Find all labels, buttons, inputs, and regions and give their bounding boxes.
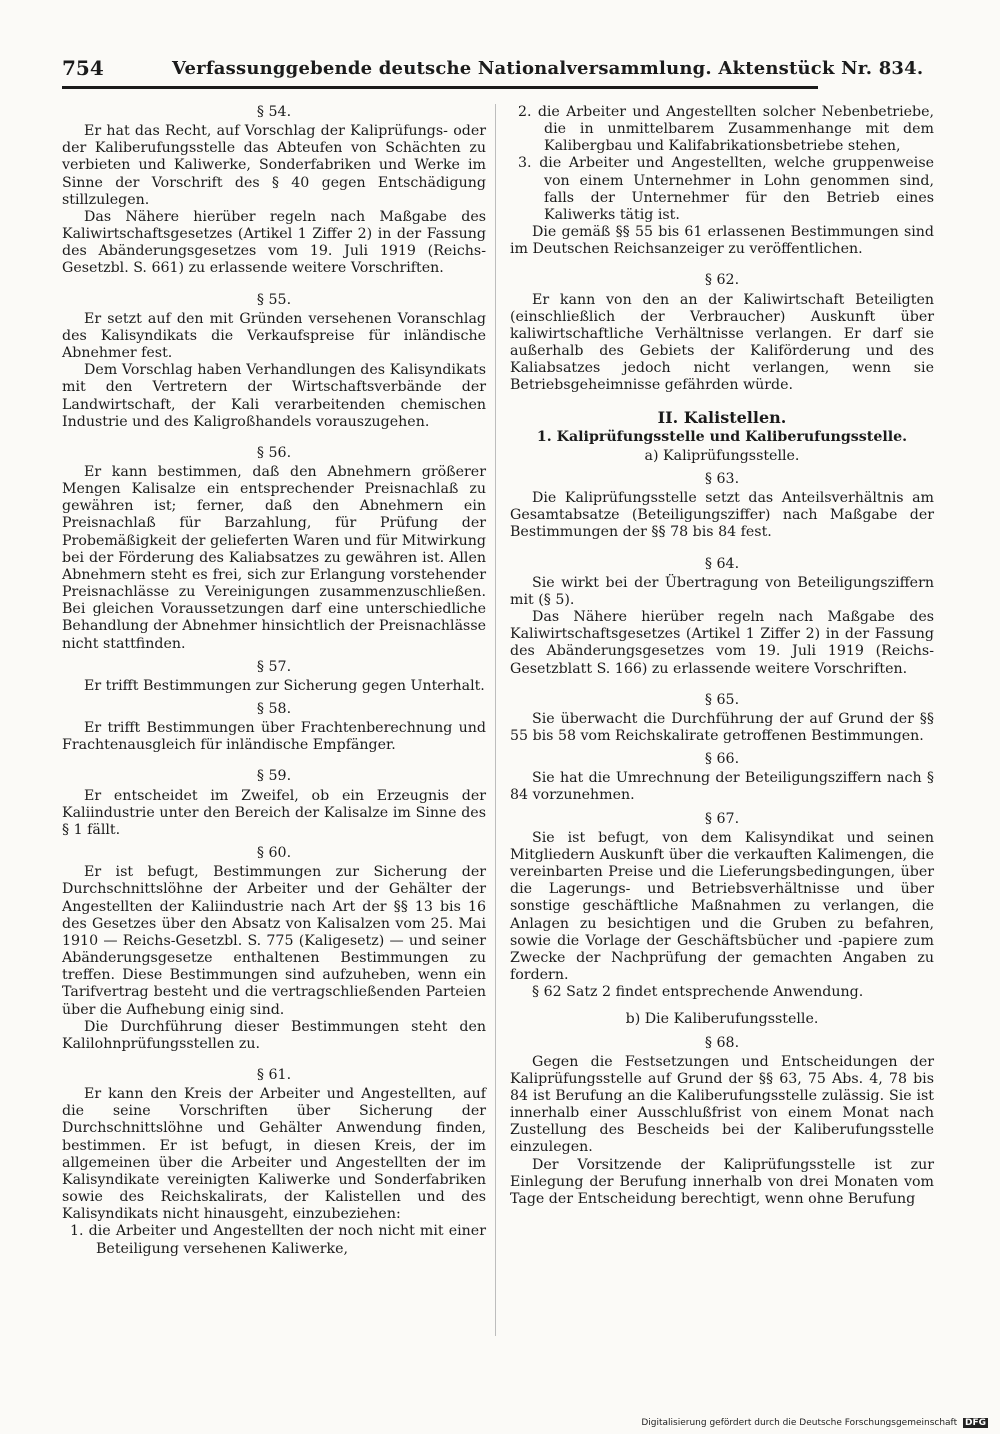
paragraph: Sie ist befugt, von dem Kalisyndikat und seinen Mitgliedern Auskunft über die verkauften Kalimengen, die vereinbarten Preise und die Lieferungsbedingungen, über die Lagerungs- und Betriebsverhältnisse und über sonstige geschäftliche Maßnahmen zu verlangen, die Anlagen zu besichtigen und die Gruben zu befahren, sowie die Vorlage der Geschäftsbücher und -papiere zum Zwecke der Nachprüfung der gemachten Angaben zu fordern. <box>510 829 934 984</box>
list-item: 2. die Arbeiter und Angestellten solcher Nebenbetriebe, die in unmittelbarem Zusammenhange mit dem Kalibergbau und Kalifabrikationsbetriebe stehen, <box>518 104 934 155</box>
paragraph: Sie wirkt bei der Übertragung von Beteiligungsziffern mit (§ 5). <box>510 574 934 608</box>
section-heading: § 61. <box>256 1066 292 1083</box>
section-heading: § 65. <box>704 691 740 708</box>
digitization-credit <box>641 1418 988 1428</box>
paragraph: Die Durchführung dieser Bestimmungen steht den Kalilohnprüfungsstellen zu. <box>62 1018 486 1052</box>
section-heading: § 57. <box>256 658 292 675</box>
subchapter-heading: a) Kaliprüfungsstelle. <box>644 447 800 464</box>
paragraph: Er kann den Kreis der Arbeiter und Angestellten, auf die seine Vorschriften über Sicherung der Durchschnittslöhne und Gehälter Anwendung finden, bestimmen. Er ist befugt, in diesen Kreis, der im allgemeinen über die Arbeiter und Angestellten der im Kalisyndikate vereinigten Kaliwerke und Sonderfabriken sowie des Reichskalirats, der Kalistellen und des Kalisyndikats nicht hinausgeht, einzubeziehen: <box>62 1086 486 1223</box>
part-heading: II. Kalistellen. <box>657 407 787 427</box>
paragraph: Sie hat die Umrechnung der Beteiligungsziffern nach § 84 vorzunehmen. <box>510 770 934 804</box>
section-heading: § 62. <box>704 272 740 289</box>
right-column <box>510 104 934 1208</box>
paragraph: Der Vorsitzende der Kaliprüfungsstelle ist zur Einlegung der Berufung innerhalb von drei Monaten vom Tage der Entscheidung berechtigt, wenn ohne Berufung <box>510 1156 934 1207</box>
paragraph: Das Nähere hierüber regeln nach Maßgabe des Kaliwirtschaftsgesetzes (Artikel 1 Ziffer 2) in der Fassung des Abänderungsgesetzes vom 19. Juli 1919 (Reichs-Gesetzblatt S. 166) zu erlassende weitere Vorschriften. <box>510 609 934 677</box>
paragraph: Gegen die Festsetzungen und Entscheidungen der Kaliprüfungsstelle auf Grund der §§ 63, 75 Abs. 4, 78 bis 84 ist Berufung an die Kaliberufungsstelle zulässig. Sie ist innerhalb einer Ausschlußfrist von einem Monat nach Zustellung des Bescheids bei der Kaliberufungsstelle einzulegen. <box>510 1053 934 1156</box>
paragraph: Sie überwacht die Durchführung der auf Grund der §§ 55 bis 58 vom Reichskalirate getroffenen Bestimmungen. <box>510 710 934 744</box>
section-heading: § 55. <box>256 291 292 308</box>
paragraph: Er ist befugt, Bestimmungen zur Sicherung der Durchschnittslöhne der Arbeiter und der Gehälter der Angestellten der Kaliindustrie nach Art der §§ 13 bis 16 des Gesetzes über den Absatz von Kalisalzen vom 25. Mai 1910 — Reichs-Gesetzbl. S. 775 (Kaligesetz) — und seiner Abänderungsgesetze enthaltenen Bestimmungen zu treffen. Diese Bestimmungen sind aufzuheben, wenn ein Tarifvertrag besteht und die vertragschließenden Parteien über die Aufhebung einig sind. <box>62 864 486 1018</box>
section-heading: § 54. <box>256 104 292 120</box>
section-heading: § 64. <box>704 555 740 572</box>
section-heading: § 68. <box>704 1034 740 1051</box>
paragraph: Die Kaliprüfungsstelle setzt das Anteilsverhältnis am Gesamtabsatze (Beteiligungsziffer) nach Maßgabe der Bestimmungen der §§ 78 bis 84 fest. <box>510 490 934 541</box>
section-heading: § 63. <box>704 470 740 487</box>
page-header <box>62 56 924 86</box>
paragraph: Er setzt auf den mit Gründen versehenen Voranschlag des Kalisyndikats die Verkaufspreise für inländische Abnehmer fest. <box>62 310 486 362</box>
chapter-heading: 1. Kaliprüfungsstelle und Kaliberufungsstelle. <box>536 428 908 445</box>
subchapter-heading: b) Die Kaliberufungsstelle. <box>625 1011 819 1028</box>
dfg-logo: DFG <box>964 1418 986 1428</box>
paragraph: Er kann bestimmen, daß den Abnehmern größerer Mengen Kalisalze ein entsprechender Preisnachlaß zu gewähren ist; ferner, daß den Abnehmern ein Preisnachlaß für Barzahlung, für Prüfung der Probemäßigkeit der gelieferten Waren und für Mitwirkung bei der Förderung des Kaliabsatzes zu gewähren ist. Allen Abnehmern steht es frei, sich zur Erlangung vorstehender Preisnachlässe zu Vereinigungen zusammenzuschließen. Bei gleichen Voraussetzungen darf eine unterschiedliche Behandlung der Abnehmer hinsichtlich der Preisnachlässe nicht stattfinden. <box>62 463 486 652</box>
paragraph: Das Nähere hierüber regeln nach Maßgabe des Kaliwirtschaftsgesetzes (Artikel 1 Ziffer 2) in der Fassung des Abänderungsgesetzes vom 19. Juli 1919 (Reichs-Gesetzbl. S. 661) zu erlassende weitere Vorschriften. <box>62 208 486 277</box>
paragraph: Er entscheidet im Zweifel, ob ein Erzeugnis der Kaliindustrie unter den Bereich der Kalisalze im Sinne des § 1 fällt. <box>62 787 486 838</box>
column-divider <box>495 104 496 1336</box>
header-rule <box>62 86 818 89</box>
list-item: 1. die Arbeiter und Angestellten der noch nicht mit einer Beteiligung versehenen Kaliwerke, <box>70 1223 486 1257</box>
paragraph: Er kann von den an der Kaliwirtschaft Beteiligten (einschließlich der Verbraucher) Auskunft über kaliwirtschaftliche Verhältnisse verlangen. Er darf sie außerhalb des Gebiets der Kaliförderung und des Kaliabsatzes jedoch nicht verlangen, wenn sie Betriebsgeheimnisse gefährden würde. <box>510 291 934 394</box>
section-heading: § 56. <box>256 444 292 461</box>
section-heading: § 66. <box>704 751 740 768</box>
page-number: 754 <box>62 56 104 80</box>
left-column <box>62 104 486 1258</box>
paragraph: Dem Vorschlag haben Verhandlungen des Kalisyndikats mit den Vertretern der Wirtschaftsverbände der Landwirtschaft, der Kali verarbeitenden chemischen Industrie und des Kaligroßhandels vorauszugehen. <box>62 362 486 430</box>
section-heading: § 58. <box>256 701 292 717</box>
running-title: Verfassunggebende deutsche Nationalversammlung. Aktenstück Nr. 834. <box>172 58 924 79</box>
paragraph: Er trifft Bestimmungen über Frachtenberechnung und Frachtenausgleich für inländische Empfänger. <box>62 720 486 754</box>
paragraph: Er hat das Recht, auf Vorschlag der Kaliprüfungs- oder der Kaliberufungsstelle das Abteufen von Schächten zu verbieten und Kaliwerke, Sonderfabriken und Werke im Sinne der Vorschrift des § 40 gegen Entschädigung stillzulegen. <box>62 123 486 208</box>
list-item: 3. die Arbeiter und Angestellten, welche gruppenweise von einem Unternehmer in Lohn genommen sind, falls der Unternehmer für den Betrieb eines Kaliwerks tätig ist. <box>518 155 934 223</box>
section-heading: § 67. <box>704 810 740 827</box>
paragraph: Die gemäß §§ 55 bis 61 erlassenen Bestimmungen sind im Deutschen Reichsanzeiger zu veröffentlichen. <box>510 224 934 258</box>
paragraph: § 62 Satz 2 findet entsprechende Anwendung. <box>532 984 864 1001</box>
credit-text: Digitalisierung gefördert durch die Deutsche Forschungsgemeinschaft <box>641 1418 958 1428</box>
section-heading: § 60. <box>256 845 292 862</box>
section-heading: § 59. <box>256 768 292 785</box>
paragraph: Er trifft Bestimmungen zur Sicherung gegen Unterhalt. <box>84 677 485 694</box>
